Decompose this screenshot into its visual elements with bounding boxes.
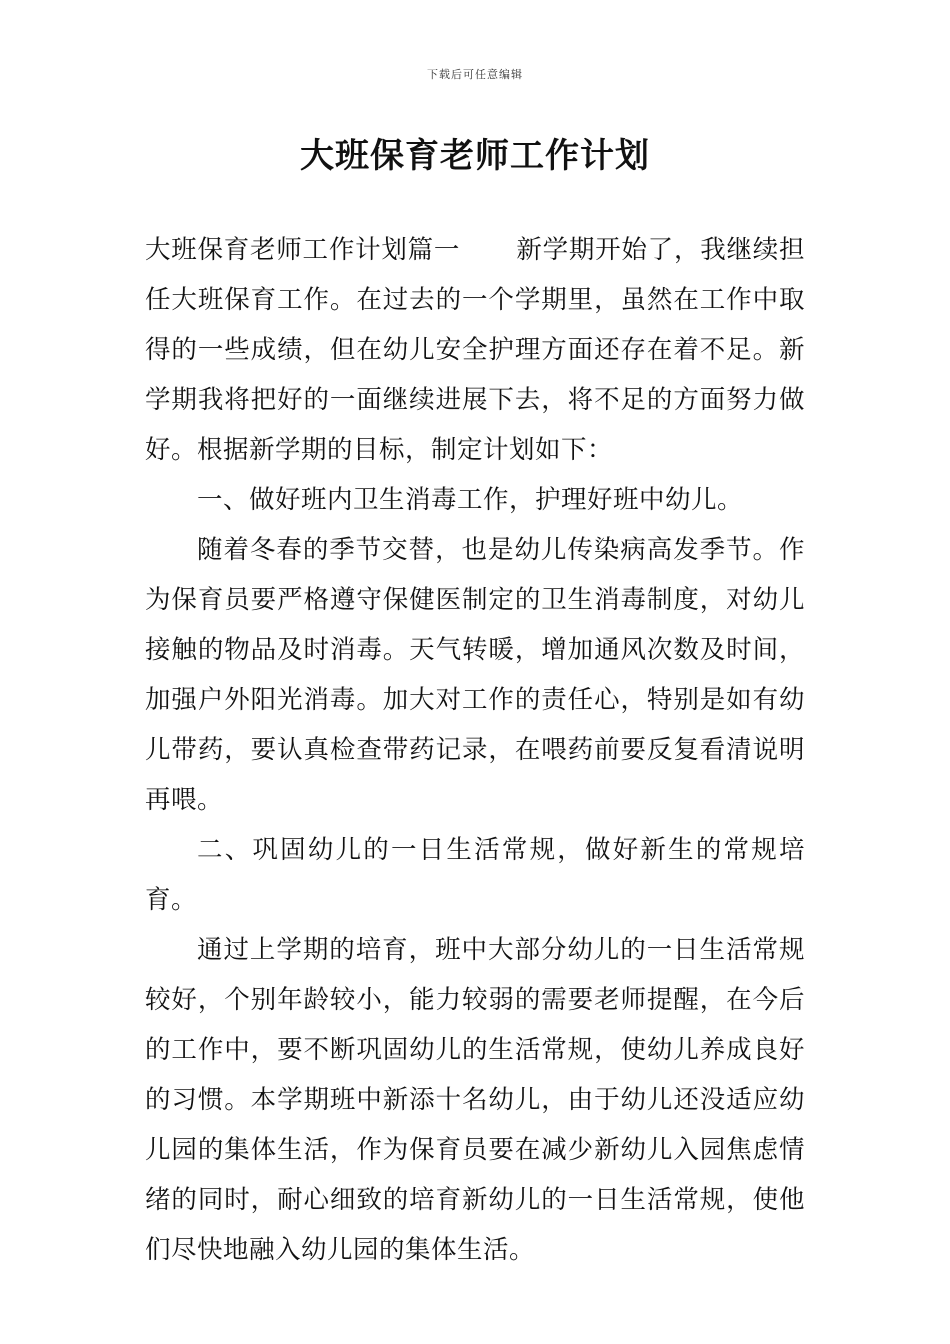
intro-heading: 大班保育老师工作计划篇一	[145, 235, 461, 265]
section2-heading: 二、巩固幼儿的一日生活常规，做好新生的常规培育。	[145, 835, 805, 915]
section1-heading: 一、做好班内卫生消毒工作，护理好班中幼儿。	[197, 485, 744, 515]
section2-body: 通过上学期的培育，班中大部分幼儿的一日生活常规较好，个别年龄较小，能力较弱的需要老师提醒，在今后的工作中，要不断巩固幼儿的生活常规，使幼儿养成良好的习惯。本学期班中新添十名幼儿，由于幼儿还没适应幼儿园的集体生活，作为保育员要在减少新幼儿入园焦虑情绪的同时，耐心细致的培育新幼儿的一日生活常规，使他们尽快地融入幼儿园的集体生活。	[145, 935, 805, 1265]
document-body	[145, 225, 805, 1275]
header-note: 下载后可任意编辑	[427, 68, 523, 81]
section1-body: 随着冬春的季节交替，也是幼儿传染病高发季节。作为保育员要严格遵守保健医制定的卫生消毒制度，对幼儿接触的物品及时消毒。天气转暖，增加通风次数及时间，加强户外阳光消毒。加大对工作的责任心，特别是如有幼儿带药，要认真检查带药记录，在喂药前要反复看清说明再喂。	[145, 535, 805, 815]
intro-text: 新学期开始了，我继续担任大班保育工作。在过去的一个学期里，虽然在工作中取得的一些成绩，但在幼儿安全护理方面还存在着不足。新学期我将把好的一面继续进展下去，将不足的方面努力做好。根据新学期的目标，制定计划如下：	[145, 235, 805, 465]
page-title: 大班保育老师工作计划	[300, 136, 650, 176]
intro-paragraph	[145, 225, 805, 475]
